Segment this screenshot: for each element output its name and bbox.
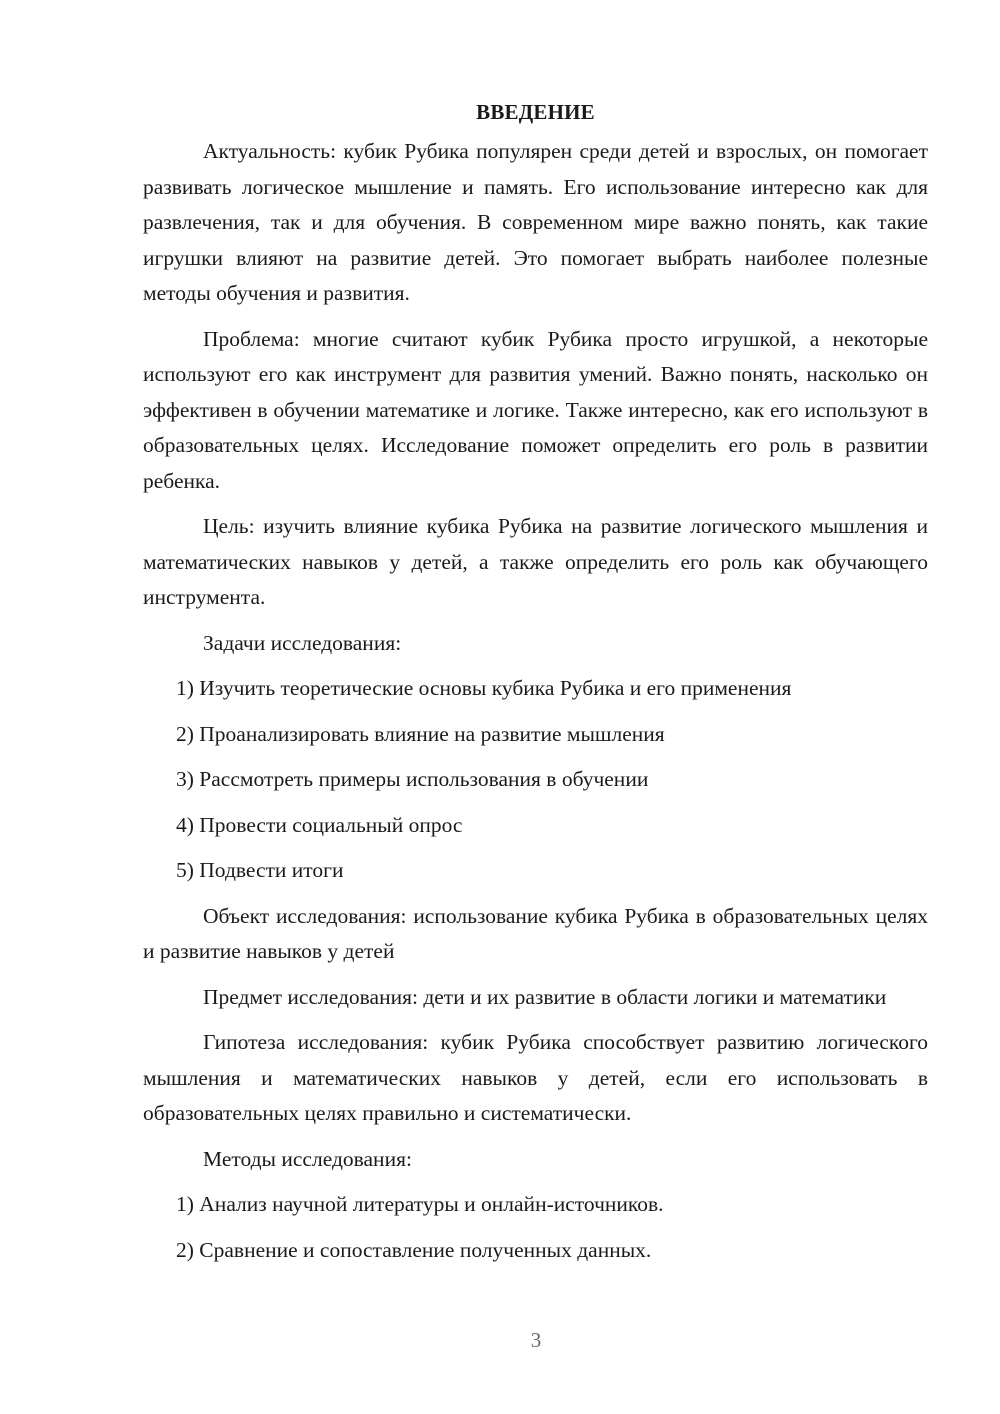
object-paragraph: Объект исследования: использование кубика Рубика в образовательных целях и развитие навыков у детей bbox=[143, 903, 928, 963]
task-item: 3) Рассмотреть примеры использования в обучении bbox=[176, 767, 649, 791]
tasks-heading: Задачи исследования: bbox=[203, 630, 402, 655]
method-item: 1) Анализ научной литературы и онлайн-источников. bbox=[176, 1192, 664, 1216]
task-item: 5) Подвести итоги bbox=[176, 858, 344, 882]
task-item: 2) Проанализировать влияние на развитие мышления bbox=[176, 721, 665, 746]
relevance-paragraph: Актуальность: кубик Рубика популярен среди детей и взрослых, он помогает развивать логическое мышление и память. Его использование интересно как для развлечения, так и для обучения. В современном мире важно понять, как такие игрушки влияют на развитие детей. Это помогает выбрать наиболее полезные методы обучения и развития. bbox=[143, 139, 928, 305]
method-item: 2) Сравнение и сопоставление полученных данных. bbox=[176, 1237, 652, 1262]
section-title: ВВЕДЕНИЕ bbox=[476, 100, 595, 124]
page-content bbox=[143, 98, 928, 1278]
tasks-list bbox=[143, 671, 928, 889]
goal-paragraph: Цель: изучить влияние кубика Рубика на развитие логического мышления и математических навыков у детей, а также определить его роль как обучающего инструмента. bbox=[143, 514, 928, 609]
problem-paragraph: Проблема: многие считают кубик Рубика просто игрушкой, а некоторые используют его как инструмент для развития умений. Важно понять, насколько он эффективен в обучении математике и логике. Также интересно, как его используют в образовательных целях. Исследование поможет определить его роль в развитии ребенка. bbox=[143, 326, 928, 493]
methods-heading: Методы исследования: bbox=[203, 1146, 412, 1171]
hypothesis-paragraph: Гипотеза исследования: кубик Рубика способствует развитию логического мышления и математических навыков у детей, если его использовать в образовательных целях правильно и систематически. bbox=[143, 1030, 928, 1125]
task-item: 1) Изучить теоретические основы кубика Рубика и его применения bbox=[176, 676, 792, 700]
task-item: 4) Провести социальный опрос bbox=[176, 812, 463, 837]
methods-list bbox=[143, 1187, 928, 1268]
page-number: 3 bbox=[530, 1328, 542, 1352]
subject-paragraph: Предмет исследования: дети и их развитие в области логики и математики bbox=[203, 984, 887, 1009]
